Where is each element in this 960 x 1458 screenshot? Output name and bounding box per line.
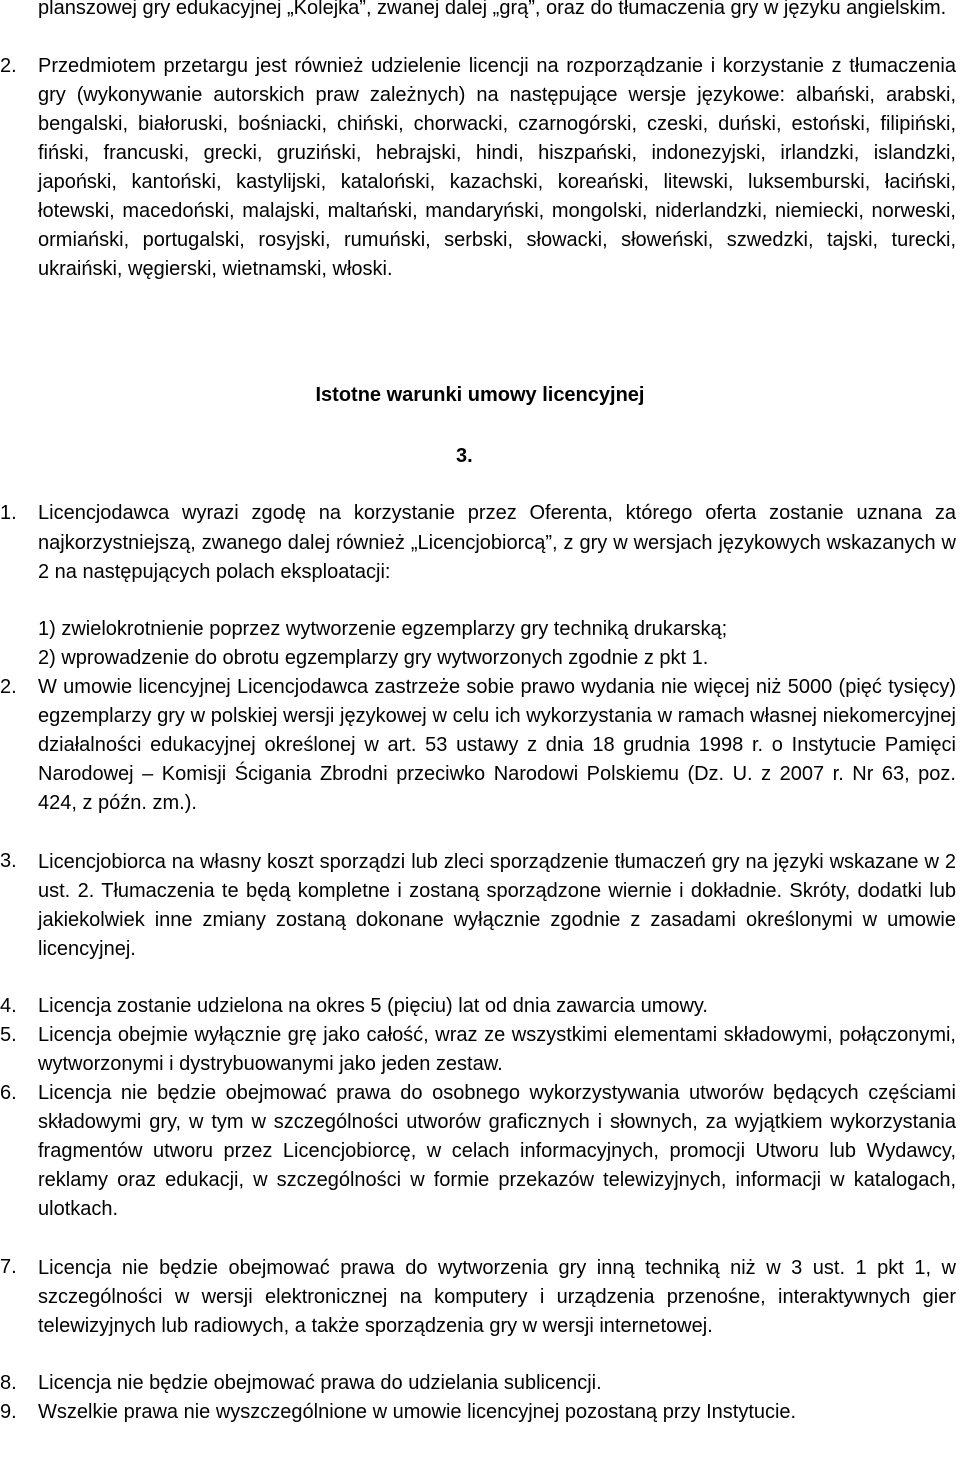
list-item-text: 2 na następujących polach eksploatacji: — [38, 561, 391, 583]
list-item-text: Przedmiotem przetargu jest również udzielenie licencji na rozporządzanie i korzystanie z tłumaczenia gry (wykonywanie autorskich praw zależnych) na następujące wersje językowe: albański, arabski, bengalski, białoruski, bośniacki, chiński, chorwacki, czarnogórski, czeski, duński, estoński, filipiński, fiński, francuski, grecki, gruziński, hebrajski, hindi, hiszpański, indonezyjski, irlandzki, islandzki, japoński, kantoński, kastylijski, kataloński, kazachski, koreański, litewski, luksemburski, łaciński, łotewski, macedoński, malajski, maltański, mandaryński, mongolski, niderlandzki, niemiecki, norweski, ormiański, portugalski, rosyjski, rumuński, serbski, słowacki, słoweński, szwedzki, tajski, turecki, ukraiński, węgierski, wietnamski, włoski. — [38, 55, 956, 280]
list-item-text: Licencja nie będzie obejmować prawa do wytworzenia gry inną techniką niż w — [38, 1257, 792, 1279]
list-item-text: 3 ust. 1 pkt 1, w szczególności w wersji elektronicznej na komputery i urządzenia przenośne, interaktywnych gier telewizyjnych lub radiowych, a także sporządzenia gry w wersji internetowej. — [38, 1257, 956, 1337]
list-item-text: 2 ust. 2. Tłumaczenia te będą kompletne i zostaną sporządzone wiernie i dokładnie. Skróty, dodatki lub jakiekolwiek inne zmiany zostaną dokonane wyłącznie zgodnie z zasadami określonymi w umowie licencyjnej. — [38, 851, 956, 960]
list-item-text: Licencjobiorca na własny koszt sporządzi lub zleci sporządzenie tłumaczeń gry na języki wskazane w — [38, 851, 945, 873]
list-item-text: Licencja nie będzie obejmować prawa do osobnego wykorzystywania utworów będących częściami składowymi gry, w tym w szczególności utworów graficznych i słownych, za wyjątkiem wykorzystania fragmentów utworu przez Licencjobiorcę, w celach informacyjnych, promocji Utworu lub Wydawcy, reklamy oraz edukacji, w szczególności w formie przekazów telewizyjnych, informacji w katalogach, ulotkach. — [38, 1082, 956, 1220]
list-item-text: Wszelkie prawa nie wyszczególnione w umowie licencyjnej pozostaną przy Instytucie. — [38, 1401, 797, 1423]
list-item-text: W umowie licencyjnej Licencjodawca zastrzeże sobie prawo wydania nie więcej niż 5000 (pięć tysięcy) egzemplarzy gry w polskiej wersji językowej w celu ich wykorzystania w ramach własnej niekomercyjnej działalności edukacyjnej określonej w art. 53 ustawy z dnia 18 grudnia 1998 r. o Instytucie Pamięci Narodowej – Komisji Ścigania Zbrodni przeciwko Narodowi Polskiemu (Dz. U. z 2007 r. Nr 63, poz. 424, z późn. zm.). — [38, 676, 956, 814]
list-item-1 — [0, 499, 956, 587]
list-subitem-1: 1) zwielokrotnienie poprzez wytworzenie egzemplarzy gry techniką drukarską; — [38, 618, 728, 640]
list-item-2 — [0, 673, 956, 818]
list-item-text: Licencja nie będzie obejmować prawa do udzielania sublicencji. — [38, 1372, 602, 1394]
list-item-number: 2. — [0, 676, 17, 698]
list-item-section2-2 — [0, 52, 956, 284]
list-item-number: 5. — [0, 1024, 17, 1046]
list-item-6 — [0, 1079, 956, 1224]
list-item-4 — [0, 992, 956, 1021]
list-item-9 — [0, 1398, 956, 1427]
list-item-text: Licencja zostanie udzielona na okres 5 (pięciu) lat od dnia zawarcia umowy. — [38, 995, 708, 1017]
list-item-number: 6. — [0, 1082, 17, 1104]
continuation-text: planszowej gry edukacyjnej „Kolejka”, zwanej dalej „grą”, oraz do tłumaczenia gry w języku angielskim. — [38, 0, 947, 19]
list-item-3 — [0, 847, 956, 964]
list-item-number: 4. — [0, 995, 17, 1017]
section-heading: Istotne warunki umowy licencyjnej — [315, 384, 645, 406]
section-number — [456, 441, 473, 471]
list-item-number: 9. — [0, 1401, 17, 1423]
list-item-5 — [0, 1021, 956, 1079]
list-item-8 — [0, 1369, 956, 1398]
list-item-text: Licencjodawca wyrazi zgodę na korzystanie przez Oferenta, którego oferta zostanie uznana za najkorzystniejszą, zwanego dalej również „Licencjobiorcą”, z gry w wersjach językowych wskazanych w — [38, 502, 956, 554]
list-item-number: 8. — [0, 1372, 17, 1394]
list-item-number: 7. — [0, 1256, 17, 1278]
list-item-number: 2. — [0, 55, 17, 77]
list-subitem-2: 2) wprowadzenie do obrotu egzemplarzy gry wytworzonych zgodnie z pkt 1. — [38, 647, 709, 669]
section-number-label: 3. — [456, 445, 473, 467]
list-item-number: 3. — [0, 850, 17, 872]
list-item-7 — [0, 1253, 956, 1341]
list-item-number: 1. — [0, 502, 17, 524]
list-item-text: Licencja obejmie wyłącznie grę jako całość, wraz ze wszystkimi elementami składowymi, połączonymi, wytworzonymi i dystrybuowanymi jako jeden zestaw. — [38, 1024, 956, 1075]
